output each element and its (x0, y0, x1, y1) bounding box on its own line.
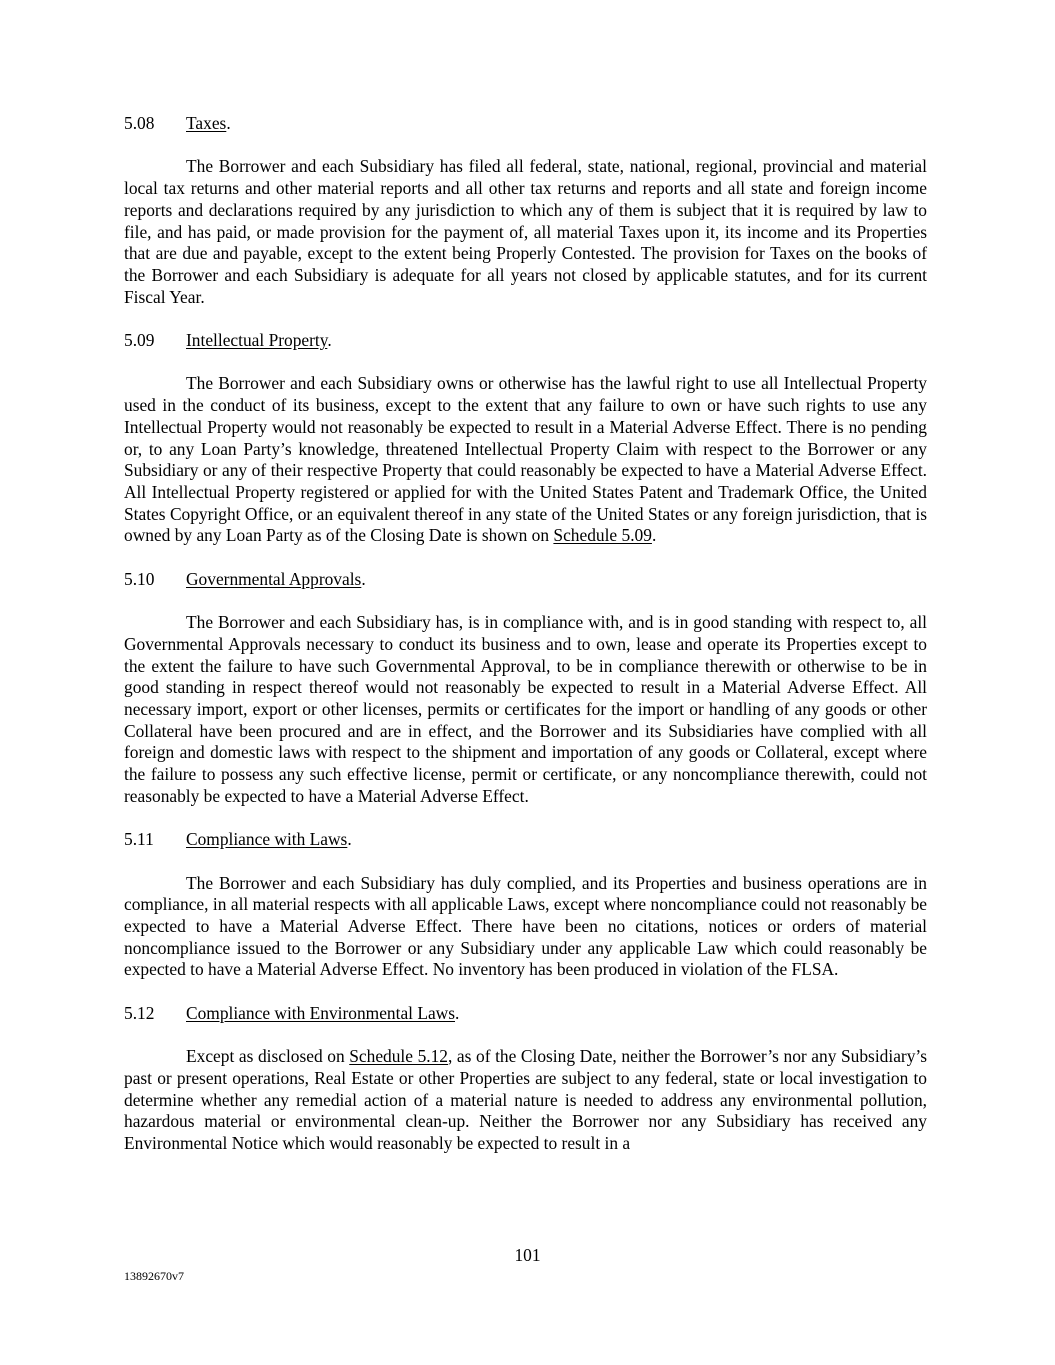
section-heading (124, 829, 927, 851)
section-heading (124, 113, 927, 135)
section-title: Governmental Approvals (186, 568, 362, 589)
schedule-reference: Schedule 5.09 (553, 525, 652, 546)
section-paragraph (124, 373, 927, 547)
section-paragraph: The Borrower and each Subsidiary has duly complied, and its Properties and business operations are in compliance, in all material respects with all applicable Laws, except where noncompliance could not reasonably be expected to have a Material Adverse Effect. There have been no citations, notices or orders of material noncompliance issued to the Borrower or any Subsidiary under any applicable Law which could reasonably be expected to have a Material Adverse Effect. No inventory has been produced in violation of the FLSA. (124, 872, 927, 980)
heading-period: . (361, 568, 366, 589)
section-5-09 (124, 330, 927, 547)
section-title: Compliance with Laws (186, 829, 348, 850)
section-heading (124, 569, 927, 591)
section-paragraph: The Borrower and each Subsidiary has, is in compliance with, and is in good standing with respect to, all Governmental Approvals necessary to conduct its business and to own, lease and operate its Properties except to the extent the failure to have such Governmental Approval, to be in compliance therewith or otherwise to be in good standing in respect thereof would not reasonably be expected to result in a Material Adverse Effect. All necessary import, export or other licenses, permits or certificates for the import or handling of any goods or other Collateral have been procured and are in effect, and the Borrower and its Subsidiaries have complied with all foreign and domestic laws with respect to the shipment and importation of any goods or Collateral, except where the failure to possess any such effective license, permit or certificate, or any noncompliance therewith, could not reasonably be expected to have a Material Adverse Effect. (124, 612, 927, 806)
heading-period: . (226, 113, 231, 133)
paragraph-text-end: , as of the Closing Date, neither the Borrower’s nor any Subsidiary’s past or present operations, Real Estate or other Properties are subject to any federal, state or local investigation to determine whether any remedial action of a material nature is needed to address any environmental pollution, hazardous material or environmental clean-up. Neither the Borrower nor any Subsidiary has received any Environmental Notice which would reasonably be expected to result in a (124, 1046, 927, 1153)
section-number: 5.12 (124, 1002, 155, 1023)
page-number: 101 (514, 1245, 541, 1265)
heading-period: . (455, 1002, 460, 1023)
section-title: Taxes (186, 113, 227, 133)
section-number: 5.08 (124, 113, 155, 133)
document-page (124, 113, 927, 1155)
section-5-12 (124, 1003, 927, 1155)
paragraph-text: Except as disclosed on (186, 1046, 350, 1067)
section-number: 5.09 (124, 330, 155, 350)
section-number: 5.11 (124, 829, 154, 850)
section-heading (124, 330, 927, 352)
section-title: Intellectual Property (186, 330, 328, 350)
section-paragraph (124, 1046, 927, 1155)
paragraph-text-end: . (651, 525, 657, 546)
paragraph-text: The Borrower and each Subsidiary owns or otherwise has the lawful right to use all Intellectual Property used in the conduct of its business, except to the extent that any failure to own or have such rights to use any Intellectual Property would not reasonably be expected to result in a Material Adverse Effect. There is no pending or, to any Loan Party’s knowledge, threatened Intellectual Property Claim with respect to the Borrower or any Subsidiary or any of their respective Property that could reasonably be expected to have a Material Adverse Effect. All Intellectual Property registered or applied for with the United States Patent and Trademark Office, the United States Copyright Office, or an equivalent thereof in any state of the United States or any foreign jurisdiction, that is owned by any Loan Party as of the Closing Date is shown on (124, 373, 927, 546)
section-5-08 (124, 113, 927, 308)
section-5-11 (124, 829, 927, 981)
schedule-reference: Schedule 5.12 (349, 1046, 448, 1067)
heading-period: . (327, 330, 332, 350)
section-5-10 (124, 569, 927, 808)
heading-period: . (347, 829, 352, 850)
section-heading (124, 1003, 927, 1025)
section-paragraph: The Borrower and each Subsidiary has filed all federal, state, national, regional, provincial and material local tax returns and other material reports and all other tax returns and reports and all state and foreign income reports and declarations required by any jurisdiction to which any of them is subject that it is required by law to file, and has paid, or made provision for the payment of, all material Taxes upon it, its income and its Properties that are due and payable, except to the extent being Properly Contested. The provision for Taxes on the books of the Borrower and each Subsidiary is adequate for all years not closed by applicable statutes, and for its current Fiscal Year. (124, 156, 927, 307)
section-title: Compliance with Environmental Laws (186, 1002, 456, 1023)
document-id: 13892670v7 (124, 1269, 184, 1283)
section-number: 5.10 (124, 568, 155, 589)
